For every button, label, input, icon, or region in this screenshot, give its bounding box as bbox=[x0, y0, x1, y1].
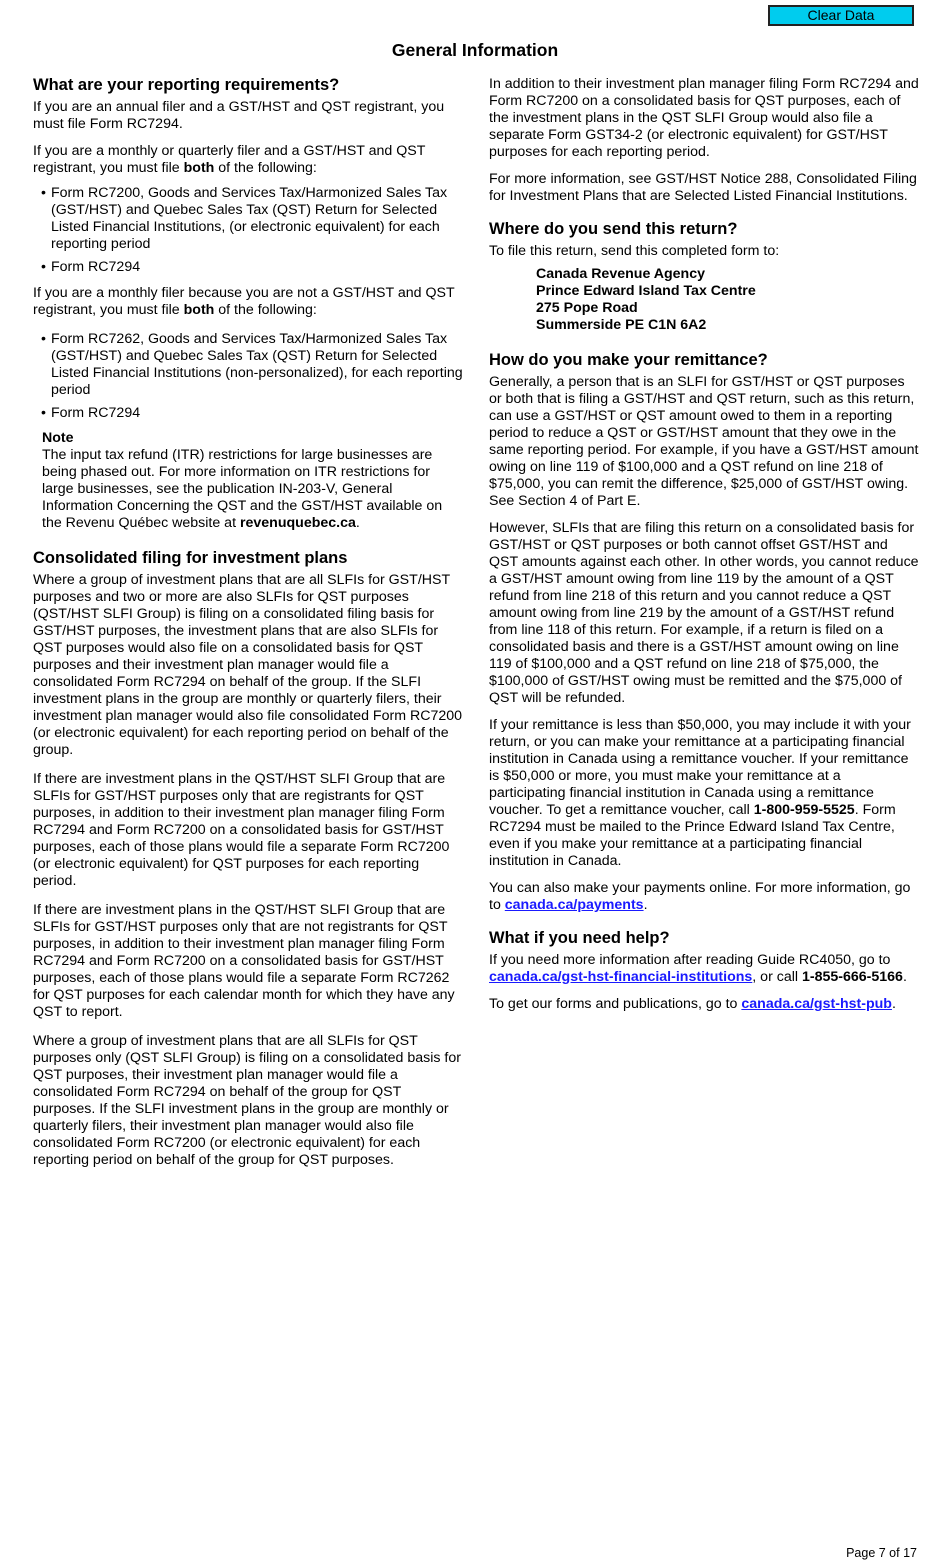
mailing-address bbox=[489, 266, 919, 334]
revenuquebec-text: revenuquebec.ca bbox=[239, 515, 356, 531]
remittance-p1: Generally, a person that is an SLFI for GST/HST or QST purposes or both that is filing a GST/HST and QST return, such as this return, can use a GST/HST or QST amount owed to them in a reporting period to reduce a QST or GST/HST amount that they owe in the same reporting period. For example, if you have a GST/HST amount owing on line 119 of $100,000 and a QST refund on line 218 of $75,000, you can remit the difference, $25,000 of GST/HST owing. See Section 4 of Part E. bbox=[489, 374, 919, 509]
consolidated-p1: Where a group of investment plans that are all SLFIs for GST/HST purposes and two or more are also SLFIs for QST purposes (QST/HST SLFI Group) is filing on a consolidated filing basis for GST/HST purposes, the investment plans that are also SLFIs for QST purposes would also file on a consolidated basis for QST purposes and their investment plan manager would file a consolidated Form RC7294 on behalf of the group. If the SLFI investment plans in the group are monthly or quarterly filers, their investment plan manager would also file consolidated Form RC7200 (or electronic equivalent) for each reporting period on behalf of the group. bbox=[33, 572, 463, 758]
financial-institutions-link[interactable]: canada.ca/gst-hst-financial-institutions bbox=[489, 969, 753, 985]
page-title: General Information bbox=[391, 40, 559, 60]
gst-hst-pub-link[interactable]: canada.ca/gst-hst-pub bbox=[741, 996, 892, 1012]
list-item: • Form RC7200, Goods and Services Tax/Harmonized Sales Tax (GST/HST) and Quebec Sales Tax (QST) Return for Selected Listed Financial Institutions, (or electronic equivalent) for each reporting period bbox=[33, 185, 463, 253]
intro-p2: For more information, see GST/HST Notice 288, Consolidated Filing for Investment Plans that are Selected Listed Financial Institutions. bbox=[489, 171, 917, 204]
reporting-p1: If you are an annual filer and a GST/HST and QST registrant, you must file Form RC7294. bbox=[33, 99, 445, 132]
send-heading: Where do you send this return? bbox=[489, 220, 738, 238]
reporting-p3: If you are a monthly filer because you are not a GST/HST and QST registrant, you must file both of the following: bbox=[33, 285, 455, 318]
address-line: Canada Revenue Agency bbox=[536, 266, 705, 282]
consolidated-p4: Where a group of investment plans that are all SLFIs for QST purposes only (QST SLFI Group) is filing on a consolidated basis for QST purposes, their investment plan manager would file a consolidated Form RC7294 on behalf of the group for QST purposes. If the SLFI investment plans in the group are monthly or quarterly filers, their investment plan manager would also file consolidated Form RC7200 (or electronic equivalent) for each reporting period on behalf of the group for QST purposes. bbox=[33, 1033, 461, 1168]
reporting-p2: If you are a monthly or quarterly filer and a GST/HST and QST registrant, you must file both of the following: bbox=[33, 143, 426, 176]
consolidated-heading: Consolidated filing for investment plans bbox=[33, 549, 348, 567]
send-p1: To file this return, send this completed form to: bbox=[489, 243, 780, 259]
list-item: • Form RC7294 bbox=[33, 405, 463, 422]
note-text: The input tax refund (ITR) restrictions for large businesses are being phased out. For more information on ITR restrictions for large businesses, see the publication IN-203-V, General Information Concerning the QST and the GST/HST available on the Revenu Québec website at revenuquebec.ca. bbox=[42, 447, 443, 531]
help-phone: 1-855-666-5166 bbox=[801, 969, 903, 985]
reporting-heading: What are your reporting requirements? bbox=[33, 76, 340, 94]
consolidated-p2: If there are investment plans in the QST/HST SLFI Group that are SLFIs for GST/HST purposes only that are registrants for QST purposes, in addition to their investment plan manager filing Form RC7294 and Form RC7200 on a consolidated basis for GST/HST purposes, each of those plans would file a separate Form RC7200 (or electronic equivalent) for QST purposes for each reporting period. bbox=[33, 771, 450, 889]
help-heading: What if you need help? bbox=[489, 929, 670, 947]
page-number: Page 7 of 17 bbox=[846, 1546, 917, 1560]
payments-link[interactable]: canada.ca/payments bbox=[504, 897, 644, 913]
remittance-p2: However, SLFIs that are filing this return on a consolidated basis for GST/HST or QST purposes or both cannot offset GST/HST and QST amounts against each other. In other words, you cannot reduce a GST/HST amount owing from line 119 by the amount of a QST refund from line 218 of this return and you cannot reduce a QST amount owing from line 219 by the amount of a GST/HST refund from line 118 of this return. For example, if a return is filed on a consolidated basis and there is a GST/HST amount owing on line 119 of $100,000 and a QST refund on line 218 of $75,000, the $100,000 of GST/HST owing must be remitted and the $75,000 of QST will be refunded. bbox=[489, 520, 919, 706]
list-item: • Form RC7262, Goods and Services Tax/Harmonized Sales Tax (GST/HST) and Quebec Sales Tax (QST) Return for Selected Listed Financial Institutions (non-personalized), for each reporting period bbox=[33, 331, 463, 399]
remittance-heading: How do you make your remittance? bbox=[489, 351, 768, 369]
address-line: Prince Edward Island Tax Centre bbox=[536, 283, 756, 299]
right-column bbox=[489, 76, 919, 1023]
help-p1: If you need more information after reading Guide RC4050, go to canada.ca/gst-hst-financial-institutions, or call 1-855-666-5166. bbox=[489, 952, 907, 985]
remittance-phone: 1-800-959-5525 bbox=[753, 802, 855, 818]
reporting-list-1 bbox=[33, 185, 463, 276]
reporting-list-2 bbox=[33, 331, 463, 422]
address-line: Summerside PE C1N 6A2 bbox=[536, 317, 707, 333]
consolidated-p3: If there are investment plans in the QST/HST SLFI Group that are SLFIs for GST/HST purposes only that are not registrants for QST purposes, in addition to their investment plan manager filing Form RC7294 and Form RC7200 on a consolidated basis for GST/HST purposes, each of those plans would file a separate Form RC7262 for QST purposes for each calendar month for which they have any QST to report. bbox=[33, 902, 455, 1020]
list-item: • Form RC7294 bbox=[33, 259, 463, 276]
address-line: 275 Pope Road bbox=[536, 300, 638, 316]
note-block bbox=[33, 430, 463, 532]
clear-data-button[interactable]: Clear Data bbox=[768, 5, 914, 26]
remittance-p4: You can also make your payments online. For more information, go to canada.ca/payments. bbox=[489, 880, 911, 913]
left-column bbox=[33, 75, 463, 1179]
note-label: Note bbox=[42, 430, 74, 446]
help-p2: To get our forms and publications, go to canada.ca/gst-hst-pub. bbox=[489, 996, 896, 1012]
remittance-p3: If your remittance is less than $50,000, you may include it with your return, or you can make your remittance at a participating financial institution in Canada using a remittance voucher. If your remittance is $50,000 or more, you must make your remittance at a participating financial institution in Canada using a remittance voucher. To get a remittance voucher, call 1-800-959-5525. Form RC7294 must be mailed to the Prince Edward Island Tax Centre, even if you make your remittance at a participating financial institution in Canada. bbox=[489, 717, 911, 869]
intro-p1: In addition to their investment plan manager filing Form RC7294 and Form RC7200 on a consolidated basis for QST purposes, each of the investment plans in the QST SLFI Group would also file a separate Form GST34-2 (or electronic equivalent) for GST/HST purposes for each reporting period. bbox=[489, 76, 919, 160]
